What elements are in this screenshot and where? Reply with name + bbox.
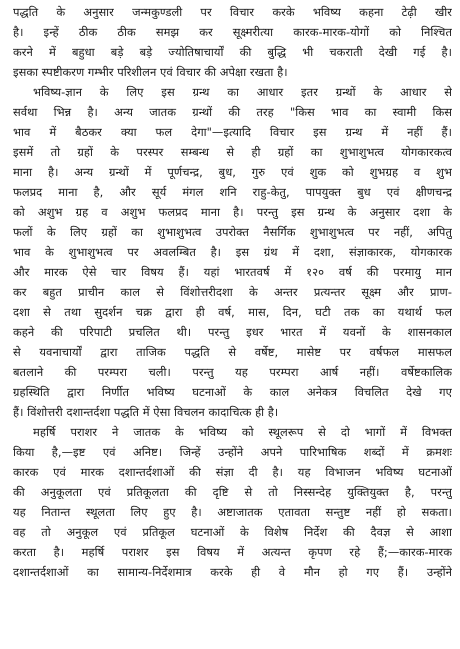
text-line: की अनुकूलता एवं प्रतिकूलता की दृष्टि से तो निस्सन्देह युक्तियुक्त है, परन्तु [13, 485, 452, 499]
text-line: दशान्तर्दशाओं का सामान्य-निर्देशमात्र करके ही वे मौन हो गए हैं। उन्होंने [13, 565, 452, 579]
text-line: ग्रहस्थिति द्वारा निर्णीत भविष्य घटनाओं के काल अनेकत्र विचलित देखे गए [13, 385, 452, 399]
text-line: यह नितान्त स्थूलता लिए हुए है। अष्टाजातक एतावता सन्तुष्ट नहीं हो सकता। [13, 505, 452, 519]
text-line: है। इन्हें ठीक ठीक समझ कर सूक्ष्मरीत्या कारक-मारक-योगों को निश्चित [13, 25, 452, 39]
text-line: माना है। अन्य ग्रन्थों में पूर्णचन्द्र, बुध, गुरु एवं शुक को शुभग्रह व शुभ [13, 165, 452, 179]
text-line: सर्वथा भिन्न है। अन्य जातक ग्रन्थों की तरह "किस भाव का स्वामी किस [13, 105, 452, 119]
text-line: दशा से तथा सुदर्शन चक्र द्वारा ही वर्ष, मास, दिन, घटी तक का यथार्थ फल [13, 305, 452, 319]
text-line: महर्षि पराशर ने जातक के भविष्य को स्थूलरूप से दो भागों में विभक्त [33, 425, 452, 439]
text-line: इसमें तो ग्रहों के परस्पर सम्बन्ध से ही ग्रहों का शुभाशुभत्व योगकारकत्व [13, 145, 452, 159]
text-line: करता है। महर्षि पराशर इस विषय में अत्यन्त कृपण रहे हैं;—कारक-मारक [13, 545, 452, 559]
text-line: कहने की परिपाटी प्रचलित थी। परन्तु इधर भारत में यवनों के शासनकाल [13, 325, 452, 339]
text-line: किया है,—इष्ट एवं अनिष्ट। जिन्हें उन्होंने अपने पारिभाषिक शब्दों में क्रमशः [13, 445, 452, 459]
text-line: कारक एवं मारक दशान्तर्दशाओं की संज्ञा दी है। यह विभाजन भविष्य घटनाओं [13, 465, 452, 479]
text-line: को अशुभ ग्रह व अशुभ फलप्रद माना है। परन्तु इस ग्रन्थ के अनुसार दशा के [13, 205, 452, 219]
text-line: पद्धति के अनुसार जन्मकुण्डली पर विचार करके भविष्य कहना टेढ़ी खीर [13, 5, 452, 19]
text-line: फलप्रद माना है, और सूर्य मंगल शनि राहु-केतु, पापयुक्त बुध एवं क्षीणचन्द्र [13, 185, 452, 199]
text-line: और मारक ऐसे चार विषय हैं। यहां भारतवर्ष में १२० वर्ष की परमायु मान [13, 265, 452, 279]
text-line: इसका स्पष्टीकरण गम्भीर परिशीलन एवं विचार की अपेक्षा रखता है। [13, 65, 288, 79]
text-line: हैं। विंशोत्तरी दशान्तर्दशा पद्धति में ऐसा विचलन कादाचित्क ही है। [13, 405, 279, 419]
text-line: कर बहुत प्राचीन काल से विंशोत्तरीदशा के अन्तर प्रत्यन्तर सूक्ष्म और प्राण- [13, 285, 452, 299]
text-line: फलों के लिए ग्रहों का शुभाशुभत्व उपरोक्त नैसर्गिक शुभाशुभत्व पर नहीं, अपितु [13, 225, 452, 239]
text-line: भाव के शुभाशुभत्व पर अवलम्बित है। इस ग्रंथ में दशा, संज्ञाकारक, योगकारक [13, 245, 452, 259]
text-line: बतलाने की परम्परा चली। परन्तु यह परम्परा आर्ष नहीं। वर्षेष्टकालिक [13, 365, 452, 379]
text-line: वह तो अनुकूल एवं प्रतिकूल घटनाओं के विशेष निर्देश की दैवज्ञ से आशा [13, 525, 452, 539]
text-line: भाव में बैठकर क्या फल देगा"—इत्यादि विचार इस ग्रन्थ में नहीं हैं। [13, 125, 452, 139]
text-line: करने में बहुधा बड़े बड़े ज्योतिषाचार्यों की बुद्धि भी चकराती देखी गई है। [13, 45, 452, 59]
text-line: भविष्य-ज्ञान के लिए इस ग्रन्थ का आधार इतर ग्रन्थों के आधार से [33, 85, 452, 99]
text-line: से यवनाचार्यों द्वारा ताजिक पद्धति से वर्षेष्ट, मासेष्ट पर वर्षफल मासफल [13, 345, 452, 359]
